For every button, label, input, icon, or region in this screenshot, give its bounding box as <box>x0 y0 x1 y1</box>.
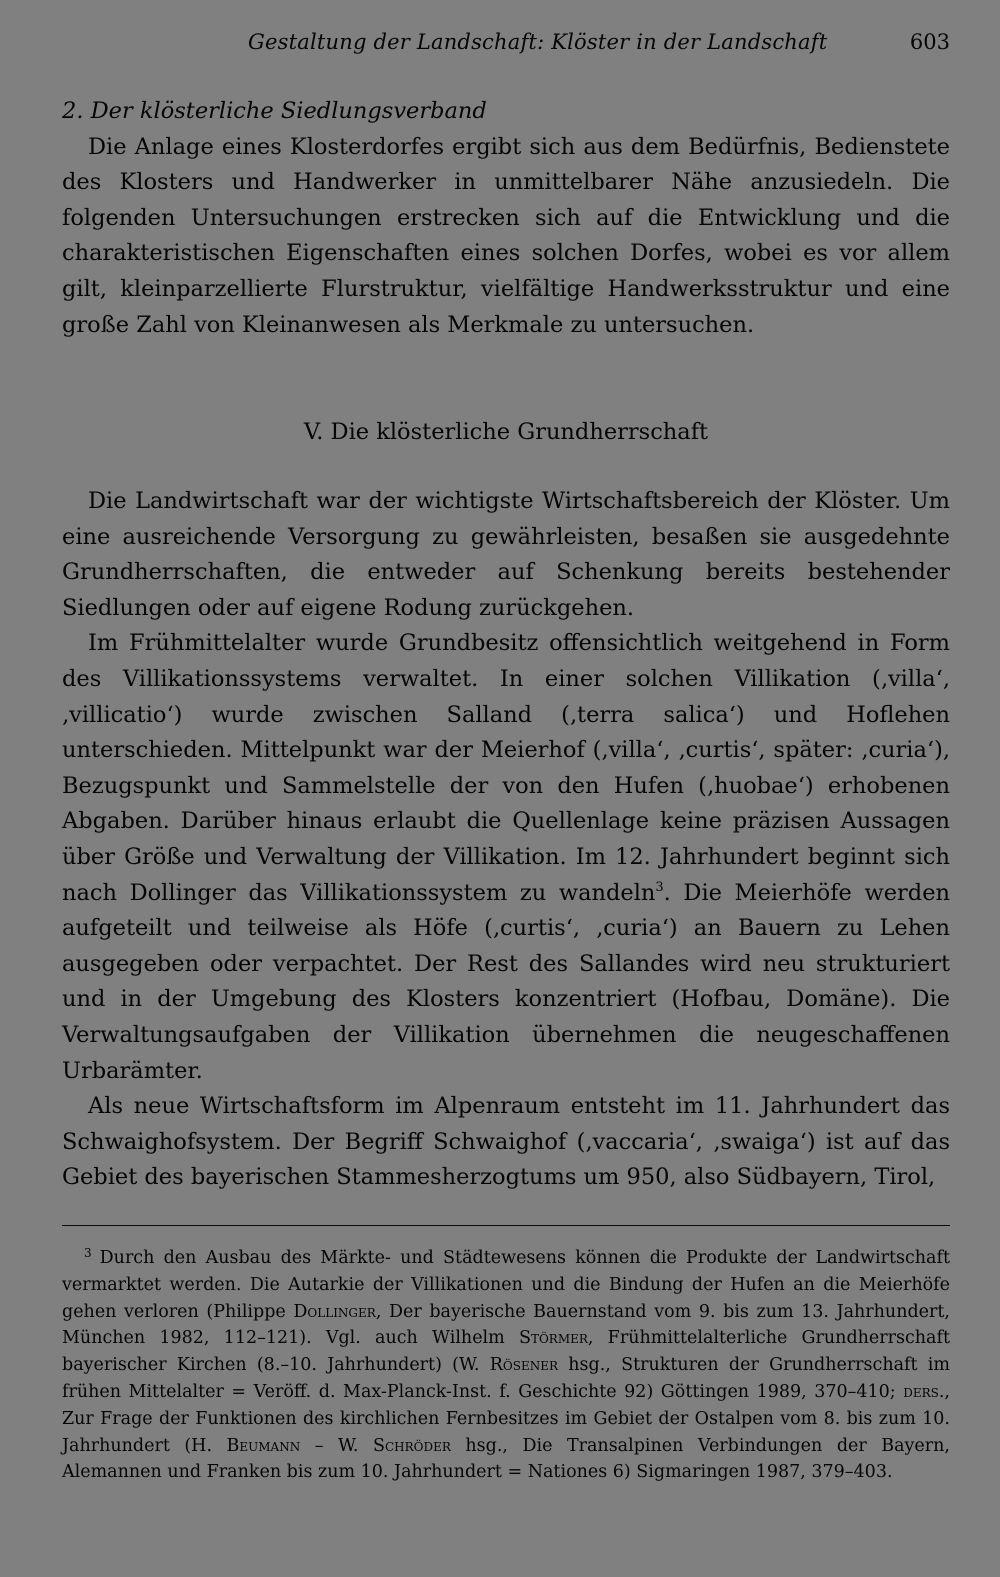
footnotes <box>62 1240 950 1486</box>
footnote-divider <box>62 1225 950 1226</box>
footnote-text: hsg., Die Transalpinen Verbindungen der Bayern, Alemannen und Franken bis zum 10. Jahrhundert = Nationes 6) Sigmaringen 1987, 379–403. <box>62 1435 950 1483</box>
footnote-text: hsg., Strukturen der Grundherrschaft im frühen Mittelalter = Veröff. d. Max-Planck-Inst. f. Geschichte 92) Göttingen 1989, 370–410; <box>62 1355 950 1402</box>
author-name: ders. <box>903 1381 945 1402</box>
footnote-text: – W. <box>300 1435 373 1456</box>
footnote-text: , Der bayerische Bauernstand vom 9. bis zum 13. Jahrhundert, München 1982, 112–121). Vgl. auch Wilhelm <box>62 1301 950 1349</box>
paragraph-2 <box>62 626 950 1089</box>
author-name: Störmer <box>518 1328 588 1349</box>
footnote-text: , Zur Frage der Funktionen des kirchlichen Fernbesitzes im Gebiet der Ostalpen vom 8. bis zum 10. Jahrhundert (H. <box>62 1381 950 1456</box>
footnote-reference[interactable]: 3 <box>655 879 664 895</box>
paragraph-2-part-b: . Die Meierhöfe werden aufgeteilt und teilweise als Höfe (‚curtis‘, ‚curia‘) an Bauern zu Lehen ausgegeben oder verpachtet. Der Rest des Sallandes wird neu strukturiert und in der Umgebung des Klosters konzentriert (Hofbau, Domäne). Die Verwaltungsaufgaben der Villikation übernehmen die neugeschaffenen Urbarämter. <box>62 879 950 1084</box>
author-name: Dollinger <box>293 1301 376 1322</box>
subsection-heading: 2. Der klösterliche Siedlungsverband <box>62 98 487 124</box>
page-number: 603 <box>909 30 950 54</box>
paragraph-3: Als neue Wirtschaftsform im Alpenraum entsteht im 11. Jahrhundert das Schwaighofsystem. Der Begriff Schwaighof (‚vaccaria‘, ‚swaiga‘) ist auf das Gebiet des bayerischen Stammesherzogtums um 950, also Südbayern, Tirol, <box>62 1093 950 1191</box>
subsection-block <box>62 94 950 343</box>
footnote-3 <box>62 1240 950 1486</box>
subsection-paragraph: Die Anlage eines Klosterdorfes ergibt sich aus dem Bedürfnis, Bedienstete des Klosters und Handwerker in unmittelbarer Nähe anzusiedeln. Die folgenden Untersuchungen erstrecken sich auf die Entwicklung und die charakteristischen Eigenschaften eines solchen Dorfes, wobei es vor allem gilt, kleinparzellierte Flurstruktur, vielfältige Handwerksstruktur und eine große Zahl von Kleinanwesen als Merkmale zu untersuchen. <box>62 133 950 338</box>
paragraph-2-part-a: Im Frühmittelalter wurde Grundbesitz offensichtlich weitgehend in Form des Villikationssystems verwaltet. In einer solchen Villikation (‚villa‘, ‚villicatio‘) wurde zwischen Salland (‚terra salica‘) und Hoflehen unterschieden. Mittelpunkt war der Meierhof (‚villa‘, ‚curtis‘, später: ‚curia‘), Bezugspunkt und Sammelstelle der von den Hufen (‚huobae‘) erhobenen Abgaben. Darüber hinaus erlaubt die Quellenlage keine präzisen Aussagen über Größe und Verwaltung der Villikation. Im 12. Jahrhundert beginnt sich nach Dollinger das Villikationssystem zu wandeln <box>62 630 950 906</box>
footnote-text: Durch den Ausbau des Märkte- und Städtewesens können die Produkte der Landwirtschaft vermarktet werden. Die Autarkie der Villikationen und die Bindung der Hufen an die Meierhöfe gehen verloren (Philippe <box>62 1248 950 1322</box>
author-name: Rösener <box>489 1355 559 1376</box>
author-name: Beumann <box>226 1435 301 1456</box>
section-body <box>62 484 950 1196</box>
paragraph-1: Die Landwirtschaft war der wichtigste Wirtschaftsbereich der Klöster. Um eine ausreichende Versorgung zu gewährleisten, besaßen sie ausgedehnte Grundherrschaften, die entweder auf Schenkung bereits bestehender Siedlungen oder auf eigene Rodung zurückgehen. <box>62 488 950 621</box>
footnote-text: , Frühmittelalterliche Grundherrschaft bayerischer Kirchen (8.–10. Jahrhundert) (W. <box>62 1328 951 1376</box>
running-head <box>62 30 950 62</box>
footnote-mark: 3 <box>84 1246 92 1260</box>
running-head-title: Gestaltung der Landschaft: Klöster in der Landschaft <box>248 30 828 54</box>
section-heading: V. Die klösterliche Grundherrschaft <box>303 419 709 445</box>
author-name: Schröder <box>372 1435 451 1456</box>
